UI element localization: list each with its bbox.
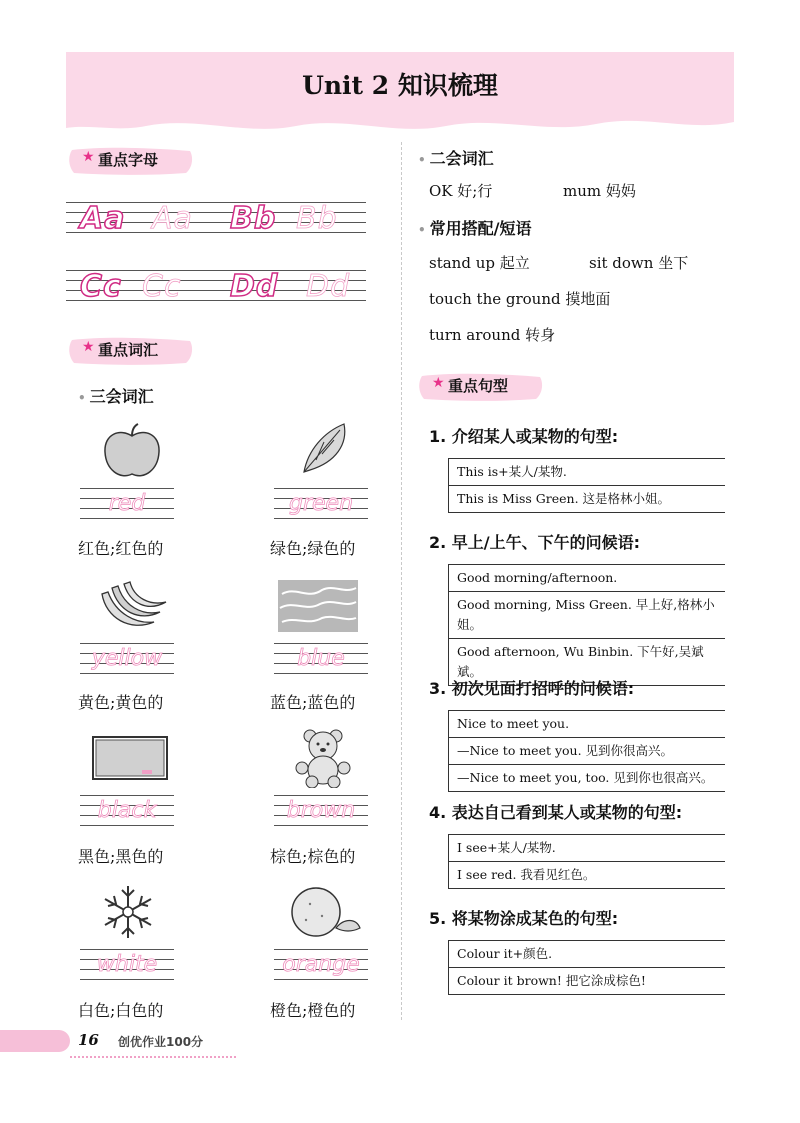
star-icon: ★	[82, 339, 95, 355]
phrase-item: turn around 转身	[429, 326, 556, 344]
sentence-row: This is+某人/某物.	[457, 464, 567, 479]
sentence-box	[448, 564, 725, 686]
pattern-heading: 3. 初次见面打招呼的问候语:	[429, 679, 635, 698]
vocab-meaning: 蓝色;蓝色的	[270, 693, 356, 712]
phrase-item: sit down 坐下	[589, 254, 689, 272]
vocab-level2-ok: OK 好;行	[429, 182, 493, 200]
vocab-word: blue	[297, 646, 345, 671]
word-writing-lines	[274, 946, 368, 986]
vocab-meaning: 黄色;黄色的	[78, 693, 164, 712]
vocab-word: brown	[286, 798, 356, 823]
sentence-box	[448, 834, 725, 889]
sentence-row: Colour it+颜色.	[457, 946, 553, 961]
sentence-row: I see+某人/某物.	[457, 840, 556, 855]
vocab-word: green	[288, 491, 354, 516]
vocab-level3-heading: • 三会词汇	[78, 387, 154, 406]
water-icon	[278, 580, 358, 640]
word-writing-lines	[80, 946, 174, 986]
page-title: Unit 2 知识梳理	[302, 71, 498, 100]
sentence-row: —Nice to meet you, too. 见到你也很高兴。	[449, 764, 725, 791]
pattern-heading: 1. 介绍某人或某物的句型:	[429, 427, 619, 446]
vocab-meaning: 黑色;黑色的	[78, 847, 164, 866]
sentence-box	[448, 458, 725, 513]
section-title-patterns: 重点句型	[448, 377, 509, 395]
phrase-item: stand up 起立	[429, 254, 530, 272]
page-number: 16	[78, 1031, 99, 1049]
title-banner	[66, 52, 734, 136]
letter-aa-solid: Aa	[80, 201, 126, 236]
vocab-word: black	[97, 798, 157, 823]
letter-cc-solid: Cc	[80, 269, 122, 304]
section-title-vocab: 重点词汇	[98, 341, 159, 359]
blackboard-icon	[92, 736, 172, 796]
letter-bb-trace: Bb	[296, 201, 338, 236]
vocab-word: red	[108, 491, 146, 516]
letter-dd-solid: Dd	[230, 269, 279, 304]
snowflake-icon	[98, 882, 178, 942]
section-tag-vocab	[66, 336, 196, 366]
vocab-meaning: 橙色;橙色的	[270, 1001, 356, 1020]
teddy-bear-icon	[288, 728, 368, 788]
vocab-word: white	[96, 952, 158, 977]
four-line-grid	[66, 266, 366, 302]
word-writing-lines	[274, 792, 368, 832]
phrases-heading: • 常用搭配/短语	[418, 219, 532, 238]
pattern-heading: 4. 表达自己看到某人或某物的句型:	[429, 803, 683, 822]
vocab-meaning: 红色;红色的	[78, 539, 164, 558]
vocab-meaning: 白色;白色的	[78, 1001, 164, 1020]
sentence-row: Good morning/afternoon.	[457, 570, 618, 585]
sentence-row: Colour it brown! 把它涂成棕色!	[449, 967, 725, 994]
star-icon: ★	[432, 375, 445, 391]
vocab-level2-heading: • 二会词汇	[418, 149, 494, 168]
vocab-level2-mum: mum 妈妈	[563, 182, 636, 200]
sentence-box	[448, 710, 725, 792]
word-writing-lines	[274, 640, 368, 680]
sentence-box	[448, 940, 725, 995]
sentence-row: Nice to meet you.	[457, 716, 570, 731]
word-writing-lines	[80, 485, 174, 525]
book-name: 创优作业100分	[118, 1035, 204, 1049]
vocab-meaning: 绿色;绿色的	[270, 539, 356, 558]
sentence-row: Good afternoon, Wu Binbin. 下午好,吴斌斌。	[449, 638, 725, 685]
footer-bar	[0, 1030, 70, 1052]
letter-cc-trace: Cc	[142, 269, 182, 304]
section-tag-patterns	[416, 372, 546, 402]
banana-icon	[96, 578, 176, 638]
bullet-icon: •	[418, 153, 426, 167]
star-icon: ★	[82, 149, 95, 165]
word-writing-lines	[80, 640, 174, 680]
section-tag-letters	[66, 146, 196, 176]
phrase-item: touch the ground 摸地面	[429, 290, 611, 308]
apple-icon	[92, 422, 172, 482]
leaf-icon	[296, 420, 376, 480]
section-title-letters: 重点字母	[98, 151, 159, 169]
word-writing-lines	[274, 485, 368, 525]
column-divider	[401, 142, 402, 1020]
letter-dd-trace: Dd	[306, 269, 351, 304]
orange-icon	[284, 884, 364, 944]
pattern-heading: 2. 早上/上午、下午的问候语:	[429, 533, 641, 552]
sentence-row: Good morning, Miss Green. 早上好,格林小姐。	[449, 591, 725, 638]
footer-divider	[70, 1056, 236, 1058]
bullet-icon: •	[418, 223, 426, 237]
four-line-grid	[66, 198, 366, 234]
sentence-row: I see red. 我看见红色。	[449, 861, 725, 888]
vocab-word: orange	[282, 952, 360, 977]
sentence-row: —Nice to meet you. 见到你很高兴。	[449, 737, 725, 764]
vocab-meaning: 棕色;棕色的	[270, 847, 356, 866]
sentence-row: This is Miss Green. 这是格林小姐。	[449, 485, 725, 512]
letter-bb-solid: Bb	[230, 201, 277, 236]
word-writing-lines	[80, 792, 174, 832]
vocab-word: yellow	[91, 646, 163, 671]
letter-aa-trace: Aa	[152, 201, 193, 236]
bullet-icon: •	[78, 391, 86, 405]
pattern-heading: 5. 将某物涂成某色的句型:	[429, 909, 619, 928]
